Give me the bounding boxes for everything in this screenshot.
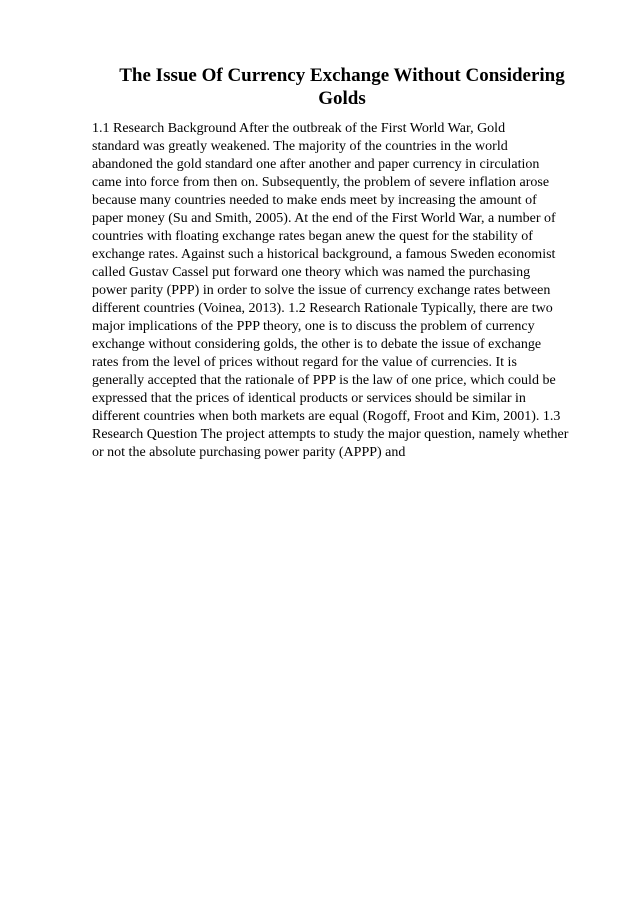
- document-title: [92, 64, 592, 110]
- title-line: The Issue Of Currency Exchange Without Considering: [119, 65, 565, 86]
- body-line: paper money (Su and Smith, 2005). At the end of the First World War, a number of: [92, 211, 556, 226]
- body-line: Research Question The project attempts to study the major question, namely whether: [92, 427, 569, 442]
- body-line: 1.1 Research Background After the outbreak of the First World War, Gold: [92, 121, 506, 136]
- body-line: rates from the level of prices without regard for the value of currencies. It is: [92, 355, 517, 370]
- body-paragraph: [92, 120, 598, 462]
- body-line: different countries (Voinea, 2013). 1.2 Research Rationale Typically, there are two: [92, 301, 553, 316]
- body-line: countries with floating exchange rates began anew the quest for the stability of: [92, 229, 533, 244]
- body-line: major implications of the PPP theory, one is to discuss the problem of currency: [92, 319, 535, 334]
- body-line: standard was greatly weakened. The majority of the countries in the world: [92, 139, 508, 154]
- body-line: generally accepted that the rationale of PPP is the law of one price, which could be: [92, 373, 556, 388]
- body-line: exchange rates. Against such a historical background, a famous Sweden economist: [92, 247, 556, 262]
- body-line: expressed that the prices of identical products or services should be similar in: [92, 391, 526, 406]
- body-line: because many countries needed to make ends meet by increasing the amount of: [92, 193, 537, 208]
- body-line: called Gustav Cassel put forward one theory which was named the purchasing: [92, 265, 531, 280]
- title-line: Golds: [318, 88, 366, 109]
- body-line: abandoned the gold standard one after another and paper currency in circulation: [92, 157, 540, 172]
- body-line: came into force from then on. Subsequently, the problem of severe inflation arose: [92, 175, 550, 190]
- body-line: exchange without considering golds, the other is to debate the issue of exchange: [92, 337, 542, 352]
- body-line: different countries when both markets are equal (Rogoff, Froot and Kim, 2001). 1.3: [92, 409, 561, 424]
- body-line: power parity (PPP) in order to solve the issue of currency exchange rates between: [92, 283, 551, 298]
- body-line: or not the absolute purchasing power parity (APPP) and: [92, 445, 406, 460]
